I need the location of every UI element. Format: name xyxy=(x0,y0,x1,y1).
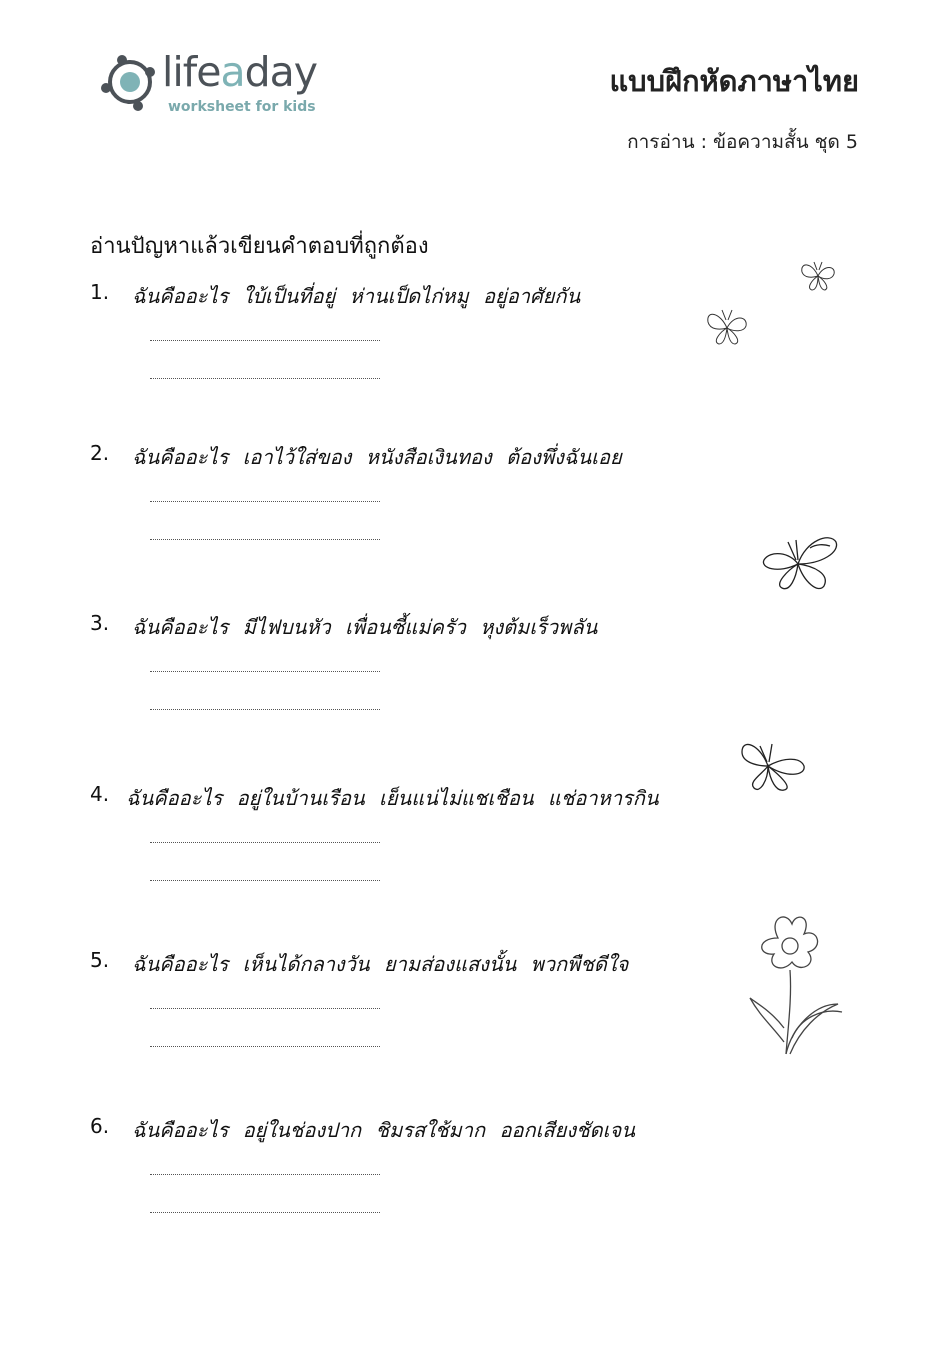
answer-line[interactable] xyxy=(150,539,380,540)
question-text: ฉันคืออะไร อยู่ในบ้านเรือน เย็นแน่ไม่แชเชือน แช่อาหารกิน xyxy=(126,786,659,810)
answer-line[interactable] xyxy=(150,340,380,341)
question-number: 1. xyxy=(90,280,110,304)
answer-line[interactable] xyxy=(150,1046,380,1047)
logo-tagline: worksheet for kids xyxy=(168,99,316,115)
answer-line[interactable] xyxy=(150,1008,380,1009)
butterfly-icon xyxy=(798,258,838,294)
answer-line[interactable] xyxy=(150,671,380,672)
answer-line[interactable] xyxy=(150,501,380,502)
page-subtitle: การอ่าน : ข้อความสั้น ชุด 5 xyxy=(627,131,858,153)
answer-line[interactable] xyxy=(150,378,380,379)
question-number: 5. xyxy=(90,948,110,972)
question-number: 3. xyxy=(90,611,110,635)
question-text: ฉันคืออะไร เอาไว้ใส่ของ หนังสือเงินทอง ต้องพึ่งฉันเอย xyxy=(132,445,622,469)
butterfly-icon xyxy=(702,306,752,348)
question-number: 6. xyxy=(90,1114,110,1138)
answer-line[interactable] xyxy=(150,842,380,843)
question-text: ฉันคืออะไร อยู่ในช่องปาก ชิมรสใช้มาก ออกเสียงชัดเจน xyxy=(132,1118,635,1142)
answer-line[interactable] xyxy=(150,709,380,710)
instruction-heading: อ่านปัญหาแล้วเขียนคำตอบที่ถูกต้อง xyxy=(90,234,429,259)
page-title: แบบฝึกหัดภาษาไทย xyxy=(609,64,859,98)
question-text: ฉันคืออะไร มีไฟบนหัว เพื่อนซี้แม่ครัว หุงต้มเร็วพลัน xyxy=(132,615,598,639)
question-number: 4. xyxy=(90,782,110,806)
logo-brand: lifeaday xyxy=(162,48,317,96)
logo xyxy=(98,50,338,120)
answer-line[interactable] xyxy=(150,880,380,881)
logo-mark-icon xyxy=(98,50,162,114)
butterfly-icon xyxy=(760,530,840,596)
question-text: ฉันคืออะไร เห็นได้กลางวัน ยามส่องแสงนั้น พวกพืชดีใจ xyxy=(132,952,629,976)
question-text: ฉันคืออะไร ใบ้เป็นที่อยู่ ห่านเป็ดไก่หมู อยู่อาศัยกัน xyxy=(132,284,581,308)
butterfly-icon xyxy=(738,736,808,794)
flower-icon xyxy=(738,908,846,1058)
question-number: 2. xyxy=(90,441,110,465)
answer-line[interactable] xyxy=(150,1174,380,1175)
answer-line[interactable] xyxy=(150,1212,380,1213)
